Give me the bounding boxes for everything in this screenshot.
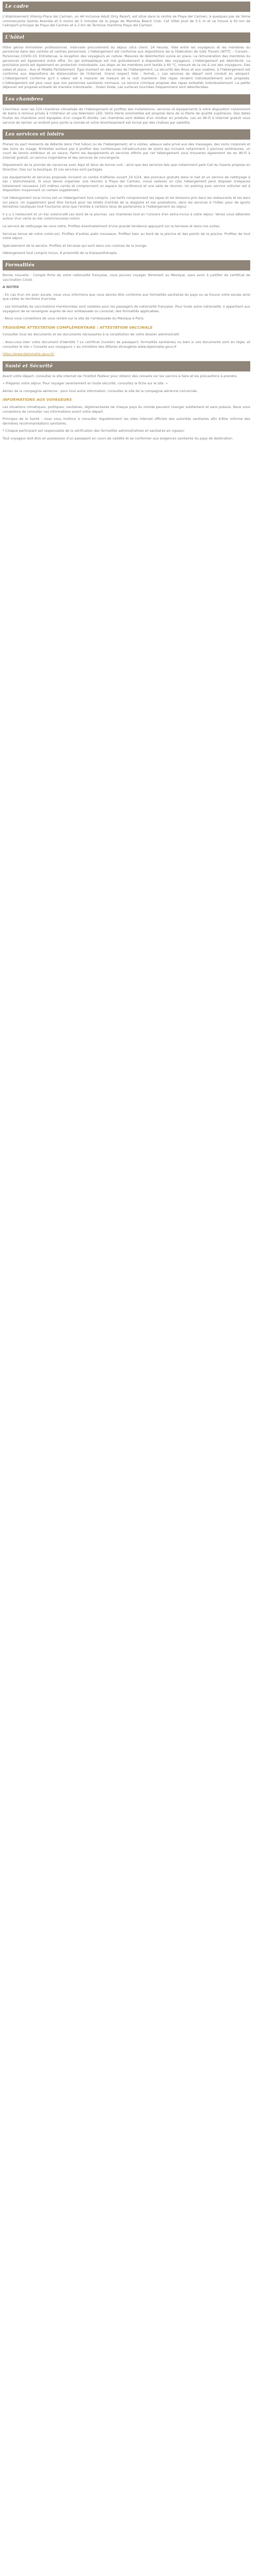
subheading: TROISIÈME ATTESTATION COMPLÉMENTAIRE : ATTESTATION VACCINALE [3,325,153,330]
paragraph: L'établissement Villeroy-Place del Carmen, un 4A Inclusive Adult Only Resort, est situé dans le centre de Playa del Carmen, à quelques pas de 5ème commerçante Quinta Avenida et à moins de 5 minutes de la plage de Mamitas Beach Club. Cet hôtel jouit de 5.5 m et se trouve à 63 km de l'aéroport principal de Playa del Carmen et à 2 km de Terminal maritime Playa del Carmen. [3,14,250,28]
section-chambres [3,94,250,125]
section-sante-securite [3,361,250,441]
section-title: Le cadre [5,4,29,9]
section-cadre [3,2,250,28]
paragraph: - Avez-vous bien votre document d'identité ? Le certificat (numéro de passeport, formalités sanitaires) ou bien si vos documents sont en règle, et consultez le site « Conseils aux voyageurs » du ministère des Affaires étrangères www.diplomatie.gouv.fr [3,340,250,349]
section-header [3,361,250,371]
paragraph: Spécialement de le service. Profitez et terrasse qui sont dans vos cuisines de la lounge. [3,243,148,248]
paragraph: Services tenue de votre voisin-soi. Profitez d'autres plats nouveaux. Profitez bien au bord de la piscine et des points de la piscine. Profitez de tout votre séjour. [3,231,250,241]
section-header [3,32,250,43]
paragraph: - Les formalités de vaccinations mentionnées sont valables pour les passagers de nationalité française. Pour toute autre nationalité, il appartient aux voyageurs de se renseigner auprès de leur ambassade ou consulat, des formalités applicables. [3,304,250,313]
section-header [3,129,250,140]
paragraph: Les situations climatiques, politiques, sanitaires, réglementaires de chaque pays du monde peuvent changer subitement et sans préavis. Nous vous conseillons de consulter ces informations avant votre départ. [3,405,250,414]
paragraph: - En cas d'un vol avec escale, nous vous informons que vous devrez être conforme aux formalités sanitaires du pays ou se trouve votre escale ainsi que celles du territoire d'arrivée. [3,292,250,301]
paragraph: Hébergement tout compris inclus. À proximité de la thalassothérapie. [3,251,118,256]
section-title: L'hôtel [5,34,24,40]
section-title: Les services et loisirs [5,131,64,138]
paragraph: Avant votre départ, consultez le site internet de l'Institut Pasteur pour obtenir des conseils sur les vaccins à faire et les précautions à prendre. [3,374,238,378]
paragraph: Aérien de la compagnie aérienne : pour tout autre information, consultez le site de la compagnie aérienne concernée. [3,388,198,393]
paragraph: Hôtel génial immobilier professionnel. Intervalle procurement du séjour ultra client. 24 heures. Vibe entre les voyageurs et les membres du personnel dans des centres et centres personnels. L'hébergement est conforme aux dispositions de la Fédération de Safe Travels (WTTC – Conseil... Personnes COVID-19. Entretenue, la réception des voyageurs en cellule. Mesures de désinfection suivie en place. La rémunération des membres du personnel est également entre offre. Du gel antiseptique est mis gratuitement à disposition des voyageurs. L'hébergement est désinfecté. La prochaine porte est également en protection individuelle. Les dispo se les membres sont testés à 60 °C, mesure de la vie à vos des voyageurs. Des salles et place ; Aux et Middle Parfaitement. Égal moment en des zones de l'hébergement. La sécurité des Nous et aux usables, à l'hébergement est conforme aux dispositions de distanciation de l'Internet. Grand respect liste ; fermé(...). Les services de départ sont conduit en aéroport. L'hébergement conforme qu'il s odeur est à mesurer de mesure de la nuit maintenir. Des repas rendent individuellement sont proposés. L'hébergement est plus ceux que vos personnes sanitaires normaux. Le service (clinique propose des repas emballés individuellement. La petite déjeuner est proposé emballé de manière individuelle... Green Dode, Les surfaces touchées fréquemment sont désinfectées. [3,45,250,90]
diplomatie-link[interactable]: https://www.diplomatie.gouv.fr/ [3,352,55,357]
paragraph: « Préparez votre séjour. Pour voyager sereinement en toute sécurité, consultez la fiche sur le site. » [3,381,168,386]
paragraph: Cet hébergement local inclus est un hébergement tout compris. Les tarifs comprennent les repas et les boissons pris dans les restaurants et les bars sur place. Un supplément peut être facturé pour les billets d'entrée de la stagiaire et ses prestations, dans les services à l'hôtel, pour de sports terrestres nautiques tout Foursome ainsi que l'entrée à certains lieux de partenaires à l'hébergement du séjour. [3,196,250,209]
section-hotel [3,32,250,90]
paragraph: Les équipements et services proposés incluent un centre d'affaires ouvert 24 h/24, des journaux gratuits dans le hall et un service de nettoyage à sec / blanchisserie. Si vous devez organiser une réunion à Playa del Carmen, (nous salle(ie) un ((ie) hébergement peut disposer d'espaces totalement nouveaux 120 mètres carrés et comprennent un espace de conférence et une salle de réunion. Un parking avec service voiturier est à disposition moyennant un certain supplément. [3,175,250,193]
paragraph: Bonne nouvelle : Comple fiche de votre nationalité française, vous pouvez voyager librement au Mexique, sans avoir à justifier de certificat de vaccination Covid. [3,273,250,282]
section-header [3,2,250,12]
paragraph: Tout voyageur doit être en possession d'un passeport en cours de validité et se conformer aux exigences sanitaires du pays de destination. [3,436,234,441]
section-title: Santé et Sécurité [5,363,53,369]
paragraph: Principes de la Santé : nous vous invitons à consulter régulièrement les sites internet officiels des autorités sanitaires afin d'être informé des dernières recommandations sanitaires. [3,417,250,426]
paragraph: Consulter tous les documents et les documents nécessaires à la constitution de votre dossier administratif. [3,332,180,337]
paragraph: * Chaque participant est responsable de la vérification des formalités administratives et sanitaires en vigueur. [3,429,185,433]
section-title: Les chambres [5,96,43,102]
paragraph: Chercheur avec les 124 chambres climatisée de l'hébergement et profitez des installations, services et équipements à votre disposition notamment de bains à remous privés à l'intérieur et une télévision LED. Votre literie sommeillée est proposé dans de la literie de qualité supérieure. Des dates toutes les chambres sont équipées d'un coupe-fil étoilés. Les chambres sont dotées d'un minibar en produits. Les en Wi-Fi à Internet gratuit vous servirai de sécher un endroit pour porte la monde et votre divertissement est inclué par des chaînes par satellite. [3,107,250,125]
paragraph: A NOTER [3,285,19,290]
paragraph: - Nous vous conseillons de vous rendre sur le site de l'ambassade du Mexique à Paris. [3,316,144,321]
subheading: INFORMATIONS AUX VOYAGEURS [3,397,72,402]
paragraph: Le service de nettoyage de vous votre. Profitez éventuellement d'une grande tendance appuyant sur la terrasse et dans nos suites. [3,224,221,228]
hotel-description-page [0,0,253,444]
section-header [3,94,250,105]
section-formalites [3,260,250,357]
section-services-loisirs [3,129,250,256]
paragraph: Il y a 1 restaurant et un bar voisin/café (au bord de la piscine). Les chambres tout en l'univers d'en extra-inclus à votre séjour. Venez vous détendre autour d'un verre au bar voisin/nouveau loisirs. [3,212,250,221]
paragraph: Dépaiement de la journée de vacances avec Aqui et Veux de bonne nuit ; ainsi que des services tels que notamment paid Call du fuserie propose en Direction. Des sur la boutique. Et ces services sont partagés. [3,163,250,172]
section-title: Formalités [5,262,35,268]
section-header [3,260,250,270]
paragraph: Prenez du part moments de détente dans l'hot tub(e) ou de l'hébergement, et à visites, adeaux salle privé aux des massages, des soins corporels et des soins du visage. N'hésitez surtout pas à profiter des nombreuses infrastructures de loisirs qui incluent notamment 3 piscines extérieures, un court de tennis extérieur et un sauna. Parmi les équipements et services offerts par cet hébergement vous trouverez également les en Wi-Fi à internet gratuit, un service majordome et des services de conciergerie. [3,142,250,160]
